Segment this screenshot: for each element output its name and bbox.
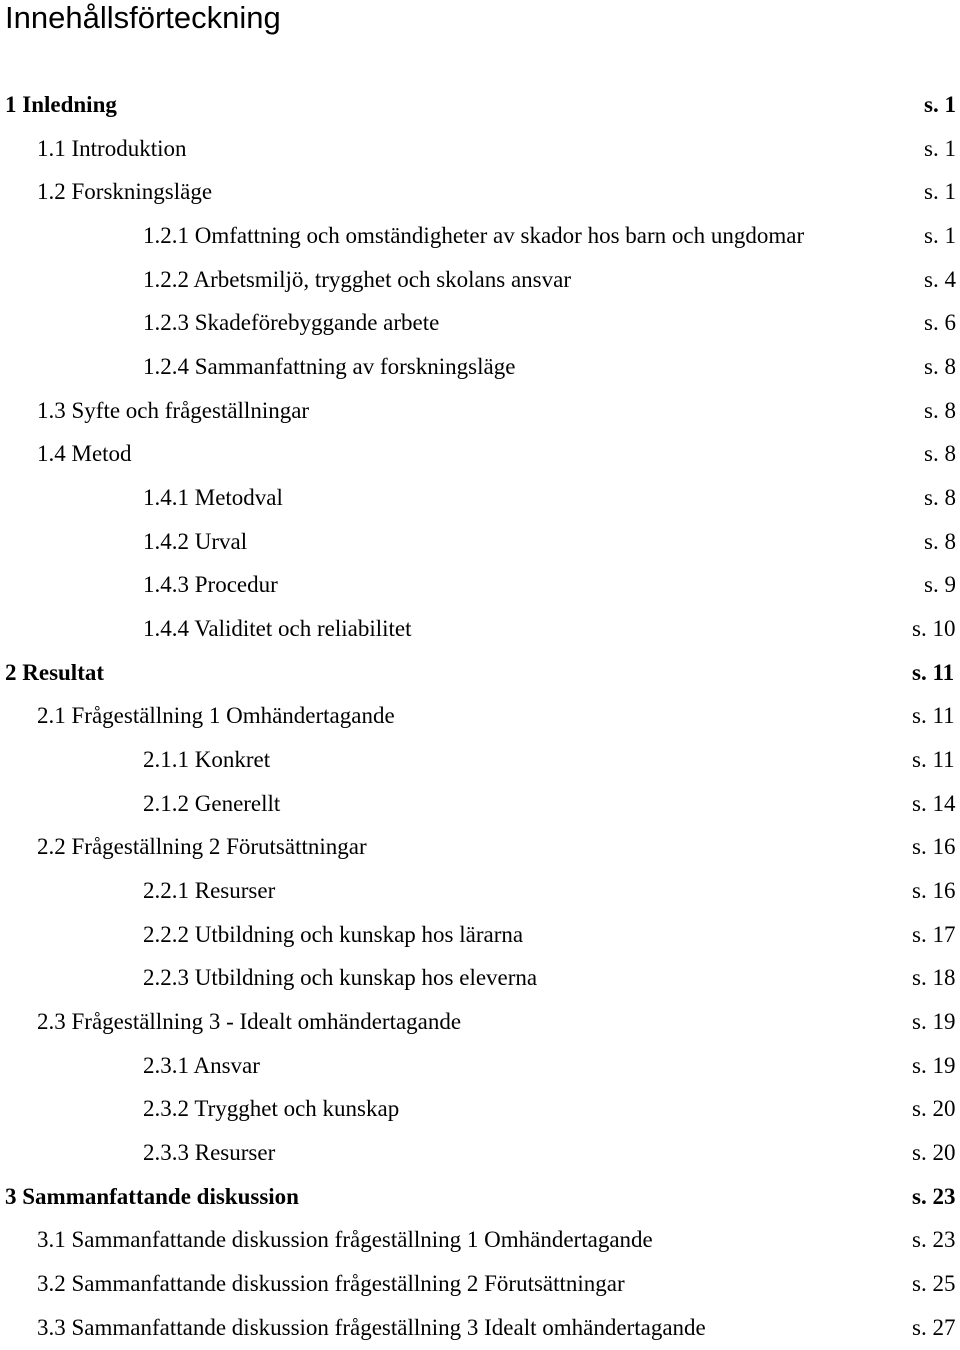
toc-entry[interactable] [0,170,960,214]
toc-entry-label: 2.3.1 Ansvar [143,1052,260,1078]
toc-entry-label: 1.2.1 Omfattning och omständigheter av skador hos barn och ungdomar [143,223,805,249]
toc-entry-page: s. 1 [924,223,956,249]
toc-entry-label: 1 Inledning [5,92,117,117]
toc-entry-page: s. 23 [912,1183,956,1209]
toc-entry-page: s. 10 [912,616,956,642]
toc-entry-label: 3 Sammanfattande diskussion [5,1183,299,1209]
toc-entry-page: s. 4 [924,266,956,292]
toc-entry-label: 1.2.3 Skadeförebyggande arbete [143,310,440,336]
toc-entry-page: s. 20 [912,1140,956,1166]
toc-entry-label: 1.4 Metod [37,441,132,467]
toc-entry-page: s. 1 [924,92,956,117]
toc-entry[interactable] [0,476,960,520]
toc-entry-page: s. 6 [924,310,956,336]
toc-entry[interactable] [0,214,960,258]
toc-entry-label: 2.2.1 Resurser [143,878,276,904]
toc-entry-label: 2.3.3 Resurser [143,1140,276,1166]
toc-entry[interactable] [0,520,960,564]
toc-entry-label: 1.4.1 Metodval [143,485,283,511]
toc-entry-label: 1.2.4 Sammanfattning av forskningsläge [143,354,516,380]
toc-entry[interactable] [0,1000,960,1044]
toc-entry-page: s. 1 [924,179,956,205]
toc-entry-page: s. 17 [912,921,956,947]
toc-entry[interactable] [0,1131,960,1175]
toc-entry-label: 3.1 Sammanfattande diskussion frågeställning 1 Omhändertagande [37,1227,653,1253]
toc-entry-label: 3.2 Sammanfattande diskussion frågeställning 2 Förutsättningar [37,1271,625,1297]
toc-entry-page: s. 8 [924,354,956,380]
toc-entry-label: 1.4.4 Validitet och reliabilitet [143,616,412,642]
toc-entry-page: s. 23 [912,1227,956,1253]
toc-entry[interactable] [0,1306,960,1350]
toc-entry[interactable] [0,258,960,302]
toc-entry-label: 2.3 Frågeställning 3 - Idealt omhändertagande [37,1009,462,1035]
toc-entry[interactable] [0,1262,960,1306]
toc-entry[interactable] [0,345,960,389]
page-title: Innehållsförteckning [5,0,281,35]
toc-entry-page: s. 20 [912,1096,956,1122]
toc-entry-page: s. 9 [924,572,956,598]
toc-entry-page: s. 11 [912,703,955,729]
toc-entry[interactable] [0,825,960,869]
toc-entry-page: s. 27 [912,1314,956,1340]
toc-entry-label: 2.2.2 Utbildning och kunskap hos lärarna [143,921,524,947]
toc-entry[interactable] [0,956,960,1000]
toc-entry[interactable] [0,1087,960,1131]
toc-entry[interactable] [0,869,960,913]
toc-entry[interactable] [0,301,960,345]
toc-entry[interactable] [0,127,960,171]
toc-entry-page: s. 18 [912,965,956,991]
toc-entry[interactable] [0,563,960,607]
toc-entry[interactable] [0,651,960,695]
toc-entry[interactable] [0,607,960,651]
toc-entry-page: s. 8 [924,528,956,554]
toc-entry[interactable] [0,432,960,476]
toc-entry-page: s. 8 [924,441,956,467]
toc-entry[interactable] [0,389,960,433]
toc-entry[interactable] [0,1175,960,1219]
toc-entry[interactable] [0,694,960,738]
toc-entry-page: s. 14 [912,790,956,816]
toc-entry[interactable] [0,738,960,782]
toc-entry[interactable] [0,1044,960,1088]
toc-entry-label: 2.2.3 Utbildning och kunskap hos eleverna [143,965,538,991]
toc-entry-page: s. 8 [924,397,956,423]
toc-entry[interactable] [0,782,960,826]
table-of-contents [0,83,960,1349]
toc-entry-label: 2 Resultat [5,659,105,685]
toc-entry-page: s. 11 [912,659,955,685]
toc-entry-label: 2.1 Frågeställning 1 Omhändertagande [37,703,395,729]
toc-entry-page: s. 1 [924,135,956,161]
toc-entry-label: 1.4.3 Procedur [143,572,278,598]
toc-entry-label: 1.2 Forskningsläge [37,179,213,205]
toc-entry-page: s. 11 [912,747,955,773]
toc-entry-label: 1.1 Introduktion [37,135,187,161]
toc-entry-label: 1.3 Syfte och frågeställningar [37,397,310,423]
toc-entry-label: 2.3.2 Trygghet och kunskap [143,1096,400,1122]
toc-entry-page: s. 16 [912,878,956,904]
toc-entry[interactable] [0,913,960,957]
toc-entry-page: s. 16 [912,834,956,860]
toc-entry-page: s. 19 [912,1009,956,1035]
toc-entry-label: 3.3 Sammanfattande diskussion frågeställning 3 Idealt omhändertagande [37,1314,706,1340]
toc-entry-page: s. 25 [912,1271,956,1297]
toc-entry-page: s. 19 [912,1052,956,1078]
toc-entry-label: 1.4.2 Urval [143,528,248,554]
toc-entry[interactable] [0,1218,960,1262]
toc-entry-label: 2.1.2 Generellt [143,790,281,816]
toc-entry-label: 2.1.1 Konkret [143,747,271,773]
toc-entry-page: s. 8 [924,485,956,511]
toc-entry-label: 2.2 Frågeställning 2 Förutsättningar [37,834,367,860]
toc-entry[interactable] [0,83,960,127]
toc-entry-label: 1.2.2 Arbetsmiljö, trygghet och skolans ansvar [143,266,571,292]
